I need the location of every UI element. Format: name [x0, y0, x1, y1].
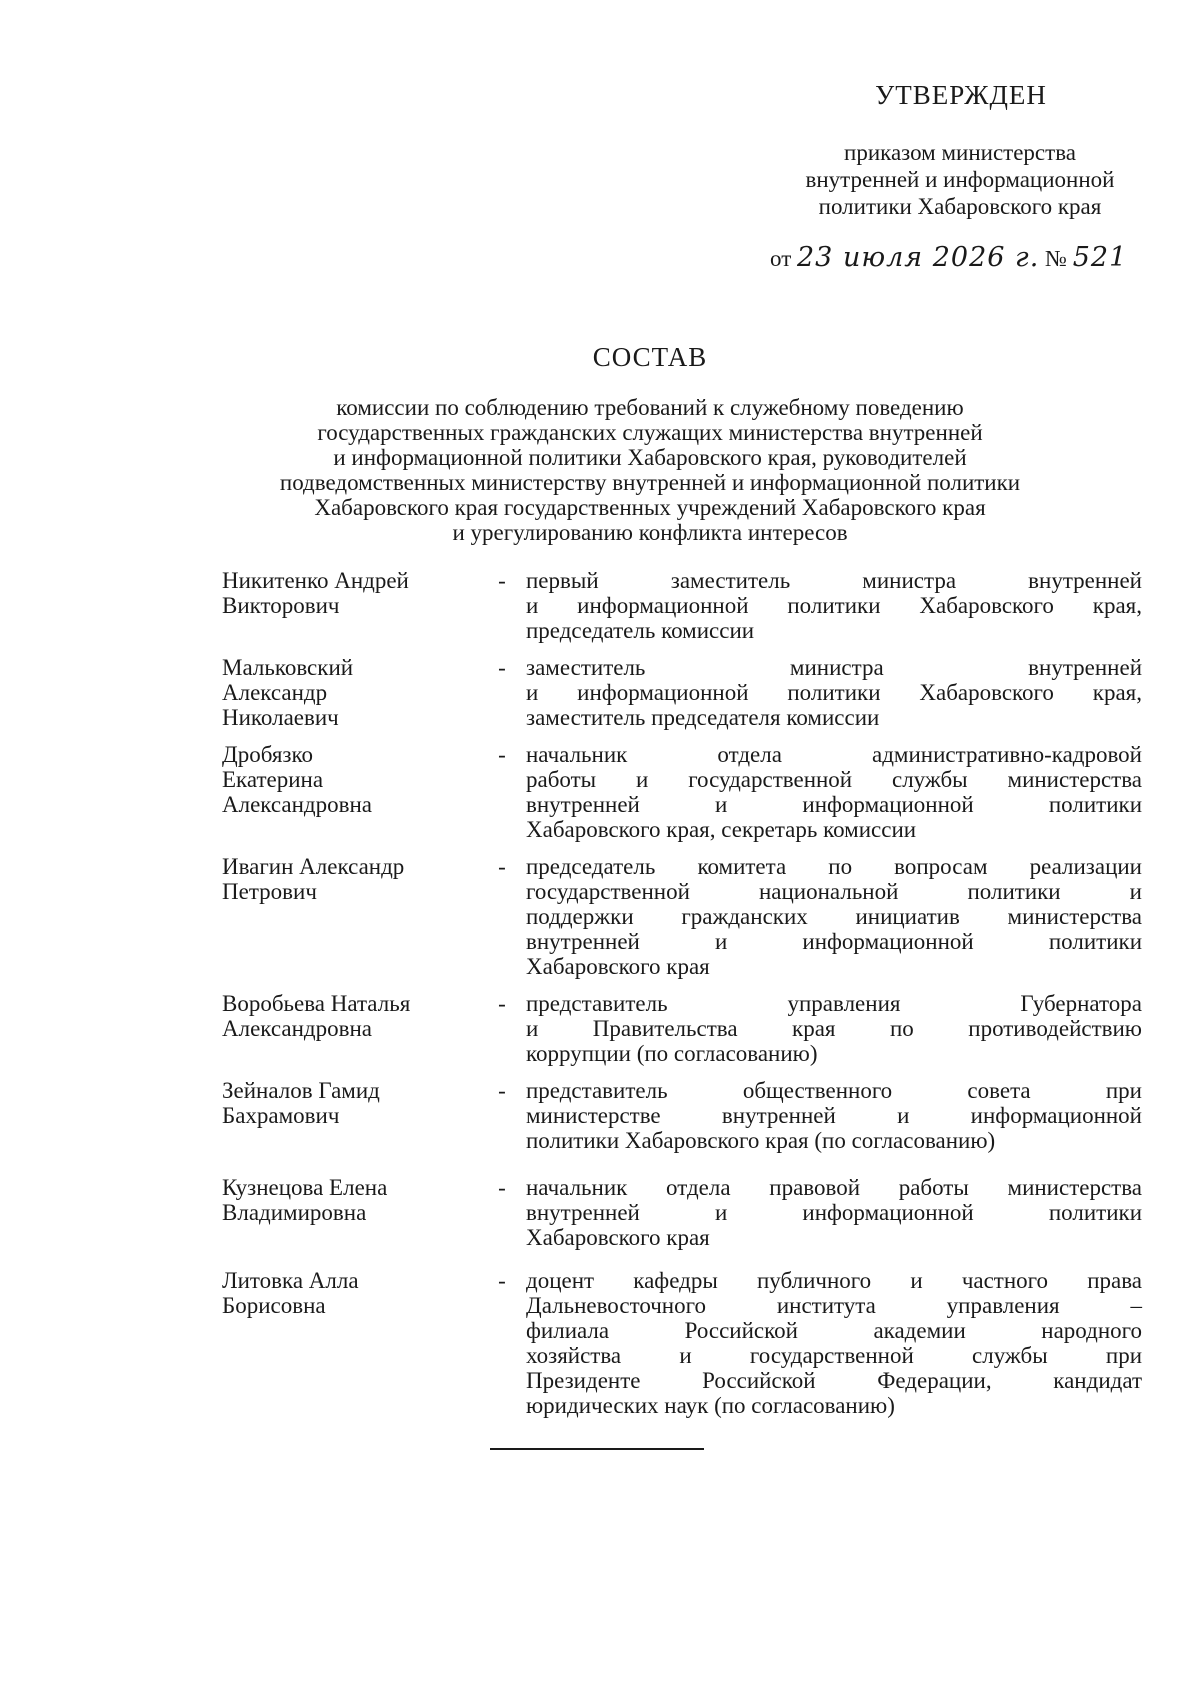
member-role: начальник отдела административно-кадровой работы и государственной службы министерства внутренней и информационной политики Хабаровского края, секретарь комиссии: [526, 742, 1142, 842]
member-role: заместитель министра внутренней и информационной политики Хабаровского края, заместитель председателя комиссии: [526, 655, 1142, 730]
member-dash: -: [498, 854, 506, 879]
document-heading: [200, 342, 1100, 545]
member-dash: -: [498, 1078, 506, 1103]
member-row: [222, 742, 1142, 842]
document-title: СОСТАВ: [592, 342, 708, 372]
member-name: Зейналов Гамид Бахрамович: [222, 1078, 380, 1128]
member-dash: -: [498, 655, 506, 680]
handwritten-number: 521: [1072, 242, 1128, 273]
member-dash: -: [498, 1268, 506, 1293]
order-date-number: [740, 242, 1180, 273]
member-row: [222, 1268, 1142, 1418]
member-dash: -: [498, 991, 506, 1016]
end-divider: [490, 1448, 704, 1450]
approval-line: приказом министерства: [844, 140, 1076, 165]
approval-line: внутренней и информационной: [805, 167, 1115, 192]
subtitle-line: государственных гражданских служащих министерства внутренней: [317, 420, 983, 445]
member-row: [222, 854, 1142, 979]
member-name: Воробьева Наталья Александровна: [222, 991, 411, 1041]
number-prefix: №: [1045, 246, 1067, 271]
subtitle-line: комиссии по соблюдению требований к служебному поведению: [336, 395, 964, 420]
member-name: Кузнецова Елена Владимировна: [222, 1175, 388, 1225]
member-name: Литовка Алла Борисовна: [222, 1268, 359, 1318]
approval-title: УТВЕРЖДЕН: [875, 80, 1047, 110]
member-list: [222, 568, 1142, 1430]
member-role: представитель общественного совета при министерстве внутренней и информационной политики Хабаровского края (по согласованию): [526, 1078, 1142, 1153]
member-row: [222, 1078, 1142, 1153]
subtitle-line: подведомственных министерству внутренней и информационной политики: [279, 470, 1021, 495]
subtitle-line: и урегулированию конфликта интересов: [452, 520, 848, 545]
member-role: председатель комитета по вопросам реализации государственной национальной политики и поддержки гражданских инициатив министерства внутренней и информационной политики Хабаровского края: [526, 854, 1142, 979]
member-name: Мальковский Александр Николаевич: [222, 655, 354, 730]
member-name: Никитенко Андрей Викторович: [222, 568, 409, 618]
date-prefix: от: [770, 246, 792, 271]
member-row: [222, 1175, 1142, 1250]
member-row: [222, 991, 1142, 1066]
member-row: [222, 568, 1142, 643]
approval-line: политики Хабаровского края: [818, 194, 1102, 219]
member-dash: -: [498, 568, 506, 593]
member-dash: -: [498, 1175, 506, 1200]
handwritten-date: 23 июля 2026 г.: [797, 242, 1040, 273]
member-name: Ивагин Александр Петрович: [222, 854, 405, 904]
member-row: [222, 655, 1142, 730]
member-role: первый заместитель министра внутренней и информационной политики Хабаровского края, председатель комиссии: [526, 568, 1142, 643]
member-role: представитель управления Губернатора и Правительства края по противодействию коррупции (по согласованию): [526, 991, 1142, 1066]
approval-block: [740, 80, 1180, 273]
subtitle-line: и информационной политики Хабаровского края, руководителей: [333, 445, 967, 470]
member-dash: -: [498, 742, 506, 767]
member-name: Дробязко Екатерина Александровна: [222, 742, 372, 817]
member-role: доцент кафедры публичного и частного права Дальневосточного института управления – филиала Российской академии народного хозяйства и государственной службы при Президенте Российской Федерации, кандидат юридических наук (по согласованию): [526, 1268, 1142, 1418]
subtitle-line: Хабаровского края государственных учреждений Хабаровского края: [314, 495, 986, 520]
member-role: начальник отдела правовой работы министерства внутренней и информационной политики Хабаровского края: [526, 1175, 1142, 1250]
